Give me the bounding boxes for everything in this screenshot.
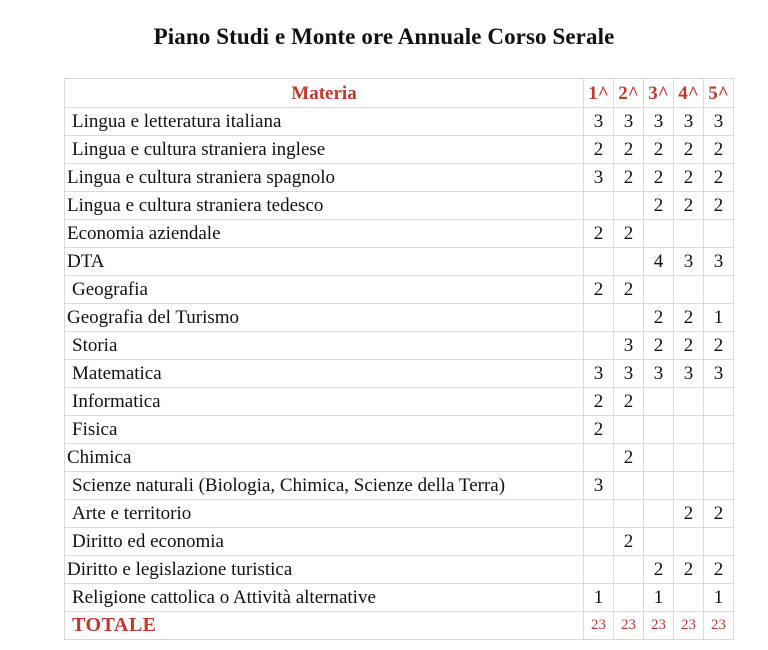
- hours-cell-year-3: [644, 220, 674, 248]
- table-row: [65, 472, 734, 500]
- total-year-4: 23: [674, 612, 704, 640]
- hours-cell-year-4: 2: [674, 136, 704, 164]
- subject-cell: Religione cattolica o Attività alternative: [65, 584, 584, 612]
- subject-cell: Matematica: [65, 360, 584, 388]
- hours-cell-year-2: 2: [614, 388, 644, 416]
- subject-cell: Lingua e cultura straniera inglese: [65, 136, 584, 164]
- hours-cell-year-2: 2: [614, 444, 644, 472]
- header-year-5: 5^: [704, 79, 734, 108]
- subject-cell: DTA: [65, 248, 584, 276]
- hours-cell-year-5: 2: [704, 332, 734, 360]
- subject-cell: Lingua e cultura straniera spagnolo: [65, 164, 584, 192]
- table-row: [65, 388, 734, 416]
- hours-cell-year-2: [614, 304, 644, 332]
- hours-cell-year-5: 3: [704, 108, 734, 136]
- hours-cell-year-2: [614, 192, 644, 220]
- hours-cell-year-4: [674, 528, 704, 556]
- subject-cell: Chimica: [65, 444, 584, 472]
- hours-cell-year-2: [614, 500, 644, 528]
- subject-cell: Diritto ed economia: [65, 528, 584, 556]
- subject-cell: Geografia del Turismo: [65, 304, 584, 332]
- hours-cell-year-5: 2: [704, 136, 734, 164]
- table-row: [65, 332, 734, 360]
- subject-cell: Fisica: [65, 416, 584, 444]
- hours-cell-year-1: [584, 444, 614, 472]
- hours-cell-year-4: [674, 584, 704, 612]
- hours-cell-year-1: [584, 528, 614, 556]
- total-year-1: 23: [584, 612, 614, 640]
- hours-cell-year-4: 2: [674, 304, 704, 332]
- table-row: [65, 276, 734, 304]
- hours-cell-year-5: 2: [704, 500, 734, 528]
- hours-cell-year-1: 3: [584, 164, 614, 192]
- table-row: [65, 416, 734, 444]
- hours-cell-year-2: [614, 248, 644, 276]
- hours-cell-year-2: [614, 416, 644, 444]
- hours-cell-year-5: 2: [704, 556, 734, 584]
- header-year-1: 1^: [584, 79, 614, 108]
- hours-cell-year-5: 2: [704, 192, 734, 220]
- subject-cell: Arte e territorio: [65, 500, 584, 528]
- header-year-2: 2^: [614, 79, 644, 108]
- hours-cell-year-1: 3: [584, 360, 614, 388]
- header-year-4: 4^: [674, 79, 704, 108]
- hours-cell-year-3: [644, 472, 674, 500]
- table-row: [65, 136, 734, 164]
- hours-cell-year-3: 4: [644, 248, 674, 276]
- hours-cell-year-4: [674, 444, 704, 472]
- hours-cell-year-2: 3: [614, 108, 644, 136]
- hours-cell-year-3: 2: [644, 556, 674, 584]
- table-row: [65, 108, 734, 136]
- hours-cell-year-5: 3: [704, 360, 734, 388]
- hours-cell-year-3: 1: [644, 584, 674, 612]
- table-row: [65, 164, 734, 192]
- hours-cell-year-1: 3: [584, 472, 614, 500]
- hours-cell-year-1: 2: [584, 276, 614, 304]
- hours-cell-year-4: 2: [674, 192, 704, 220]
- table-row: [65, 444, 734, 472]
- hours-cell-year-4: 2: [674, 332, 704, 360]
- subject-cell: Lingua e cultura straniera tedesco: [65, 192, 584, 220]
- hours-cell-year-3: 2: [644, 164, 674, 192]
- hours-cell-year-2: 2: [614, 136, 644, 164]
- subject-cell: Diritto e legislazione turistica: [65, 556, 584, 584]
- hours-cell-year-3: [644, 528, 674, 556]
- total-year-5: 23: [704, 612, 734, 640]
- table-row: [65, 248, 734, 276]
- hours-cell-year-3: [644, 416, 674, 444]
- hours-cell-year-2: 2: [614, 528, 644, 556]
- hours-cell-year-4: 3: [674, 248, 704, 276]
- hours-cell-year-2: [614, 584, 644, 612]
- subject-cell: Storia: [65, 332, 584, 360]
- hours-cell-year-5: [704, 220, 734, 248]
- hours-cell-year-5: 1: [704, 584, 734, 612]
- hours-cell-year-1: 3: [584, 108, 614, 136]
- hours-cell-year-1: 2: [584, 220, 614, 248]
- total-label: TOTALE: [65, 612, 584, 640]
- total-row: [65, 612, 734, 640]
- hours-cell-year-2: 2: [614, 164, 644, 192]
- hours-cell-year-1: [584, 248, 614, 276]
- hours-cell-year-4: [674, 276, 704, 304]
- hours-cell-year-3: 2: [644, 332, 674, 360]
- hours-cell-year-4: 2: [674, 164, 704, 192]
- hours-cell-year-3: 2: [644, 192, 674, 220]
- hours-cell-year-3: [644, 444, 674, 472]
- table-row: [65, 192, 734, 220]
- table-row: [65, 500, 734, 528]
- header-year-3: 3^: [644, 79, 674, 108]
- hours-cell-year-2: [614, 472, 644, 500]
- hours-cell-year-2: 3: [614, 360, 644, 388]
- hours-cell-year-4: 3: [674, 108, 704, 136]
- hours-cell-year-1: [584, 500, 614, 528]
- hours-cell-year-1: 2: [584, 388, 614, 416]
- hours-cell-year-3: [644, 388, 674, 416]
- hours-cell-year-2: 2: [614, 276, 644, 304]
- hours-cell-year-4: 3: [674, 360, 704, 388]
- subject-cell: Lingua e letteratura italiana: [65, 108, 584, 136]
- hours-cell-year-4: 2: [674, 556, 704, 584]
- hours-cell-year-5: 3: [704, 248, 734, 276]
- hours-cell-year-1: 2: [584, 416, 614, 444]
- hours-cell-year-5: [704, 276, 734, 304]
- table-row: [65, 220, 734, 248]
- hours-cell-year-5: [704, 444, 734, 472]
- hours-cell-year-5: [704, 416, 734, 444]
- table-row: [65, 584, 734, 612]
- table-row: [65, 556, 734, 584]
- hours-cell-year-3: 3: [644, 108, 674, 136]
- hours-cell-year-1: [584, 304, 614, 332]
- table-row: [65, 528, 734, 556]
- hours-cell-year-2: 2: [614, 220, 644, 248]
- subject-cell: Economia aziendale: [65, 220, 584, 248]
- hours-cell-year-1: 2: [584, 136, 614, 164]
- hours-cell-year-3: [644, 500, 674, 528]
- total-year-3: 23: [644, 612, 674, 640]
- hours-cell-year-5: [704, 472, 734, 500]
- table-row: [65, 360, 734, 388]
- hours-cell-year-5: [704, 388, 734, 416]
- subject-cell: Scienze naturali (Biologia, Chimica, Scienze della Terra): [65, 472, 584, 500]
- subject-cell: Informatica: [65, 388, 584, 416]
- hours-cell-year-1: [584, 332, 614, 360]
- hours-cell-year-1: [584, 192, 614, 220]
- hours-cell-year-2: [614, 556, 644, 584]
- page-title: Piano Studi e Monte ore Annuale Corso Serale: [153, 24, 615, 49]
- hours-cell-year-3: 2: [644, 304, 674, 332]
- hours-cell-year-1: [584, 556, 614, 584]
- study-plan-table: [64, 78, 734, 640]
- hours-cell-year-4: [674, 416, 704, 444]
- hours-cell-year-4: [674, 220, 704, 248]
- hours-cell-year-3: [644, 276, 674, 304]
- hours-cell-year-4: [674, 388, 704, 416]
- header-subject: Materia: [65, 79, 584, 108]
- table-row: [65, 304, 734, 332]
- hours-cell-year-3: 3: [644, 360, 674, 388]
- hours-cell-year-5: 2: [704, 164, 734, 192]
- hours-cell-year-3: 2: [644, 136, 674, 164]
- subject-cell: Geografia: [65, 276, 584, 304]
- hours-cell-year-2: 3: [614, 332, 644, 360]
- hours-cell-year-4: 2: [674, 500, 704, 528]
- hours-cell-year-1: 1: [584, 584, 614, 612]
- total-year-2: 23: [614, 612, 644, 640]
- hours-cell-year-4: [674, 472, 704, 500]
- table-header-row: [65, 79, 734, 108]
- hours-cell-year-5: [704, 528, 734, 556]
- hours-cell-year-5: 1: [704, 304, 734, 332]
